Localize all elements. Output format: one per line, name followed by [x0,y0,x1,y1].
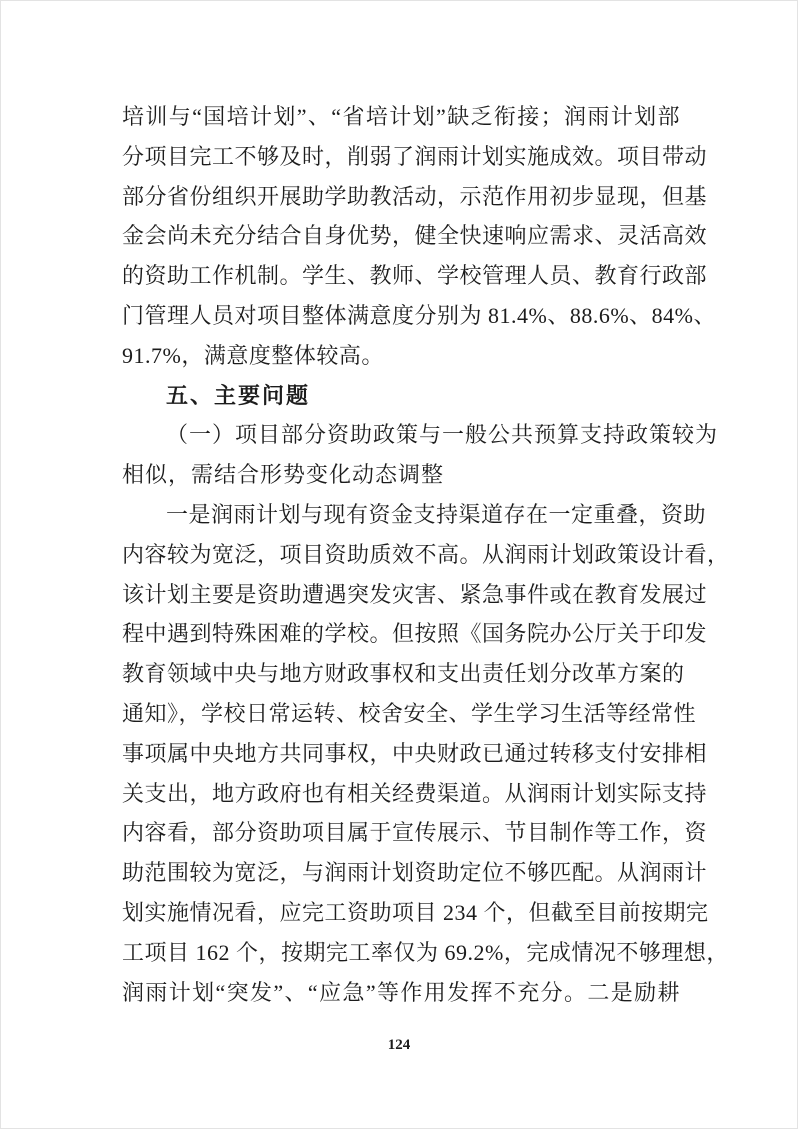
paragraph2-line: 事项属中央地方共同事权，中央财政已通过转移支付安排相 [122,740,708,766]
section-heading: 五、主要问题 [166,382,311,408]
paragraph2-line: 内容较为宽泛，项目资助质效不高。从润雨计划政策设计看， [122,541,730,567]
page-number: 124 [387,1037,411,1053]
paragraph1-line: 91.7%，满意度整体较高。 [122,342,384,368]
paragraph2-line: 助范围较为宽泛，与润雨计划资助定位不够匹配。从润雨计 [122,860,708,886]
paragraph2-line: 教育领域中央与地方财政事权和支出责任划分改革方案的 [122,661,685,687]
paragraph2-line: 润雨计划“突发”、“应急”等作用发挥不充分。二是励耕 [122,979,680,1005]
document-body [122,97,730,1012]
paragraph2-line: 通知》，学校日常运转、校舍安全、学生学习生活等经常性 [122,700,697,726]
paragraph2-line: 关支出，地方政府也有相关经费渠道。从润雨计划实际支持 [122,780,708,806]
paragraph2-line: 一是润雨计划与现有资金支持渠道存在一定重叠，资助 [166,501,707,527]
paragraph2-line: 程中遇到特殊困难的学校。但按照《国务院办公厅关于印发 [122,621,708,647]
paragraph1-line: 金会尚未充分结合自身优势，健全快速响应需求、灵活高效 [122,223,708,249]
paragraph1-line: 培训与“国培计划”、“省培计划”缺乏衔接；润雨计划部 [122,104,680,129]
paragraph2-line: 划实施情况看，应完工资助项目 234 个，但截至目前按期完 [122,899,709,925]
paragraph1-line: 的资助工作机制。学生、教师、学校管理人员、教育行政部 [122,263,708,289]
paragraph2-line: 该计划主要是资助遭遇突发灾害、紧急事件或在教育发展过 [122,581,708,607]
paragraph1-line: 分项目完工不够及时，削弱了润雨计划实施成效。项目带动 [122,143,708,169]
paragraph2-line: 内容看，部分资助项目属于宣传展示、节目制作等工作，资 [122,820,708,846]
paragraph2-line: 工项目 162 个，按期完工率仅为 69.2%，完成情况不够理想， [122,939,729,965]
subsection-heading-line: （一）项目部分资助政策与一般公共预算支持政策较为 [166,422,719,448]
subsection-heading-line: 相似，需结合形势变化动态调整 [122,462,445,488]
paragraph1-line: 门管理人员对项目整体满意度分别为 81.4%、88.6%、84%、 [122,302,716,328]
paragraph1-line: 部分省份组织开展助学助教活动，示范作用初步显现，但基 [122,183,708,209]
